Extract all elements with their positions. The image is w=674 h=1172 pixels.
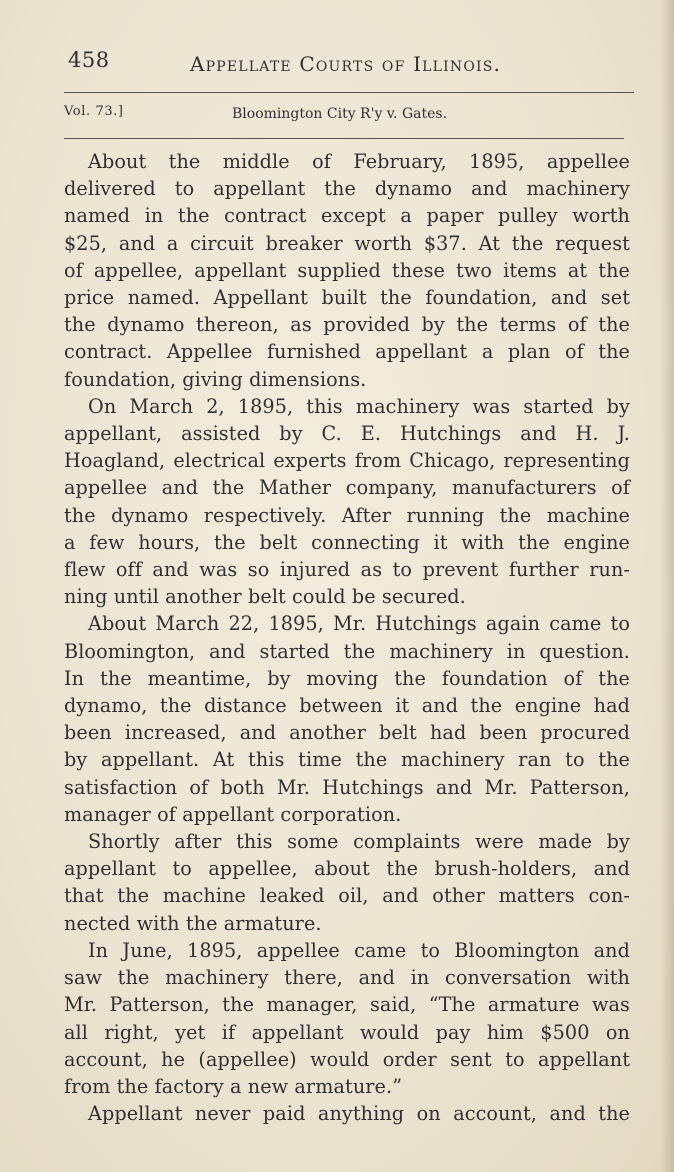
text-line: $25, and a circuit breaker worth $37. At the request [64, 231, 630, 255]
volume-label: Vol. 73.] [64, 104, 124, 119]
text-line: In the meantime, by moving the foundation of the [64, 666, 630, 690]
paragraph [64, 393, 630, 611]
text-line: a few hours, the belt connecting it with the engine [64, 530, 630, 554]
header-rule-bottom [64, 138, 624, 139]
paragraph [64, 148, 630, 393]
case-subheader [64, 104, 624, 128]
paragraph [64, 937, 630, 1100]
text-line: contract. Appellee furnished appellant a plan of the [64, 340, 630, 364]
text-line: been increased, and another belt had been procured [64, 721, 630, 745]
page-header [68, 48, 628, 80]
text-line: the dynamo thereon, as provided by the terms of the [64, 313, 630, 337]
text-line: appellant, assisted by C. E. Hutchings and H. J. [64, 422, 630, 446]
text-line: of appellee, appellant supplied these two items at the [64, 258, 630, 282]
text-line: Shortly after this some complaints were made by [88, 830, 630, 854]
body-text [64, 148, 630, 1127]
text-line: the dynamo respectively. After running the machine [64, 503, 630, 527]
text-line: foundation, giving dimensions. [64, 367, 367, 391]
paragraph [64, 610, 630, 828]
text-line: Hoagland, electrical experts from Chicago, representing [64, 449, 630, 473]
header-rule-top [64, 92, 634, 93]
text-line: About the middle of February, 1895, appellee [88, 150, 630, 173]
case-name: Bloomington City R'y v. Gates. [232, 106, 448, 122]
paragraph [64, 828, 630, 937]
text-line: manager of appellant corporation. [64, 802, 402, 826]
text-line: On March 2, 1895, this machinery was started by [88, 394, 630, 418]
text-line: by appellant. At this time the machinery ran to the [64, 748, 630, 772]
text-line: Mr. Patterson, the manager, said, “The armature was [64, 993, 630, 1017]
text-line: saw the machinery there, and in conversation with [64, 966, 630, 990]
text-line: ning until another belt could be secured. [64, 585, 466, 609]
text-line: price named. Appellant built the foundation, and set [64, 286, 630, 310]
paragraph [64, 1100, 630, 1127]
page-edge-shadow [660, 0, 674, 1172]
text-line: named in the contract except a paper pulley worth [64, 204, 630, 228]
text-line: satisfaction of both Mr. Hutchings and Mr. Patterson, [64, 775, 630, 799]
text-line: Appellant never paid anything on account, and the [88, 1102, 630, 1126]
text-line: dynamo, the distance between it and the engine had [64, 694, 630, 718]
text-line: delivered to appellant the dynamo and machinery [64, 177, 630, 201]
text-line: from the factory a new armature.” [64, 1074, 403, 1098]
text-line: appellant to appellee, about the brush-holders, and [64, 857, 630, 881]
text-line: flew off and was so injured as to prevent further run- [64, 558, 630, 582]
text-line: account, he (appellee) would order sent to appellant [64, 1047, 630, 1071]
text-line: Bloomington, and started the machinery in question. [64, 639, 630, 663]
text-line: In June, 1895, appellee came to Bloomington and [88, 938, 630, 962]
text-line: appellee and the Mather company, manufacturers of [64, 476, 630, 500]
text-line: all right, yet if appellant would pay him $500 on [64, 1020, 630, 1044]
text-line: that the machine leaked oil, and other matters con- [64, 884, 630, 908]
running-title: Appellate Courts of Illinois. [190, 52, 502, 76]
page-number: 458 [68, 48, 110, 72]
text-line: About March 22, 1895, Mr. Hutchings again came to [88, 612, 630, 636]
text-line: nected with the armature. [64, 911, 322, 935]
